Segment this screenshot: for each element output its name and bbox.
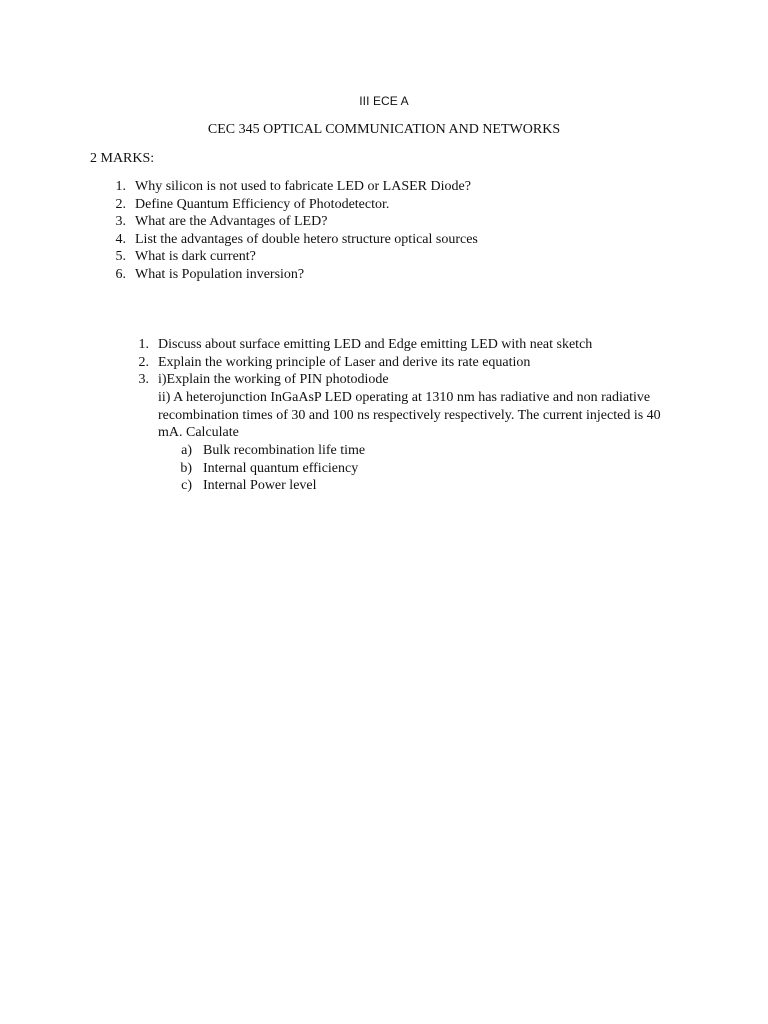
question-number: 2. bbox=[138, 354, 149, 370]
question-number: 2. bbox=[115, 196, 126, 212]
question-number: 3. bbox=[138, 372, 149, 388]
question-text: List the advantages of double hetero structure optical sources bbox=[135, 231, 478, 247]
sub-item-text: Bulk recombination life time bbox=[203, 443, 366, 458]
sub-item-marker: c) bbox=[181, 478, 192, 494]
question-number: 3. bbox=[115, 214, 126, 230]
two-marks-heading: 2 MARKS: bbox=[90, 151, 155, 166]
list-item bbox=[102, 196, 662, 214]
question-text: What is dark current? bbox=[135, 249, 256, 265]
sub-item-marker: b) bbox=[180, 460, 192, 476]
question-number: 1. bbox=[115, 179, 126, 194]
sub-item-text: Internal Power level bbox=[203, 478, 317, 494]
sub-item-marker: a) bbox=[181, 443, 192, 458]
question-text: i)Explain the working of PIN photodiode bbox=[158, 372, 389, 388]
list-item bbox=[125, 354, 665, 372]
sub-item-text: Internal quantum efficiency bbox=[203, 460, 359, 476]
question-number: 6. bbox=[115, 266, 126, 282]
list-item bbox=[178, 442, 478, 460]
problem-line: ii) A heterojunction InGaAsP LED operating at 1310 nm has radiative and non radiative bbox=[158, 390, 651, 405]
question-number: 1. bbox=[138, 337, 149, 352]
course-title: CEC 345 OPTICAL COMMUNICATION AND NETWORKS bbox=[207, 122, 561, 137]
problem-line: recombination times of 30 and 100 ns respectively respectively. The current injected is 40 bbox=[158, 407, 661, 423]
question-text: Define Quantum Efficiency of Photodetector. bbox=[135, 196, 390, 212]
list-item bbox=[125, 336, 665, 354]
list-item bbox=[102, 213, 662, 231]
list-item bbox=[125, 371, 665, 389]
list-item bbox=[178, 477, 478, 495]
problem-line: mA. Calculate bbox=[158, 425, 239, 441]
two-mark-question-list bbox=[102, 178, 662, 284]
question-text: What are the Advantages of LED? bbox=[135, 214, 328, 230]
list-item bbox=[102, 248, 662, 266]
list-item bbox=[102, 178, 662, 196]
long-question-list bbox=[125, 336, 665, 389]
list-item bbox=[102, 231, 662, 249]
question-number: 4. bbox=[115, 231, 126, 247]
question-text: Explain the working principle of Laser and derive its rate equation bbox=[158, 354, 531, 370]
problem-sub-item-list bbox=[178, 442, 478, 495]
list-item bbox=[102, 266, 662, 284]
question-text: Discuss about surface emitting LED and Edge emitting LED with neat sketch bbox=[158, 337, 593, 352]
problem-statement bbox=[158, 389, 663, 442]
question-text: What is Population inversion? bbox=[135, 266, 305, 282]
list-item bbox=[178, 460, 478, 478]
question-number: 5. bbox=[115, 249, 126, 265]
class-line: III ECE A bbox=[359, 94, 409, 108]
question-text: Why silicon is not used to fabricate LED or LASER Diode? bbox=[135, 179, 471, 194]
